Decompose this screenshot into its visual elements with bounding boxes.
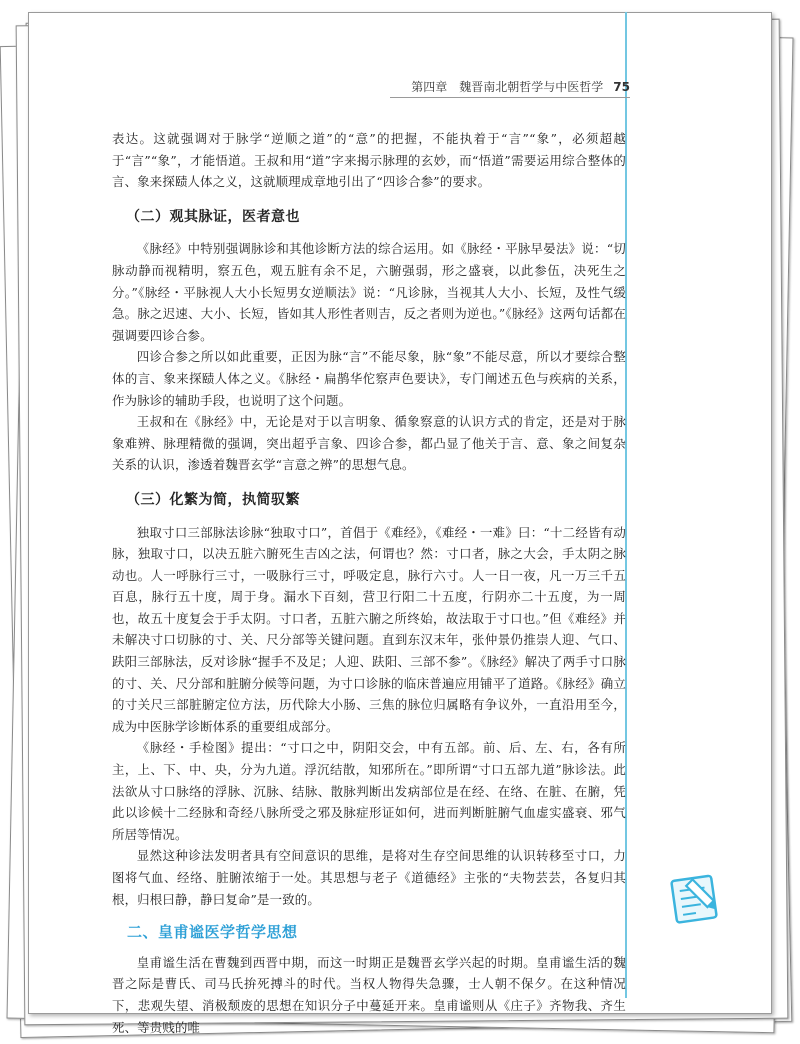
chapter-title: 第四章 魏晋南北朝哲学与中医哲学 (411, 80, 604, 94)
running-header (390, 78, 630, 95)
paragraph: 《脉经・手检图》提出：“寸口之中，阴阳交会，中有五部。前、后、左、右，各有所主，上、下、中、央，分为九道。浮沉结散，知邪所在。”即所谓“寸口五部九道”脉诊法。此法欲从寸口脉络的浮脉、沉脉、结脉、散脉判断出发病部位是在经、在络、在脏、在腑，凭此以诊候十二经脉和奇经八脉所受之邪及脉症形证如何，进而判断脏腑气血虚实盛衰、邪气所居等情况。 (112, 740, 626, 842)
paragraph: 《脉经》中特别强调脉诊和其他诊断方法的综合运用。如《脉经・平脉早晏法》说：“切脉动静而视精明，察五色，观五脏有余不足，六腑强弱，形之盛衰，以此参伍，决死生之分。”《脉经・平脉视人大小长短男女逆顺法》说：“凡诊脉，当视其人大小、长短，及性气缓急。脉之迟速、大小、长短，皆如其人形性者则吉，反之者则为逆也。”《脉经》这两句话都在强调要四诊合参。 (112, 241, 626, 343)
subsection-heading: （三）化繁为简，执简驭繁 (126, 491, 300, 508)
paragraph: 独取寸口三部脉法诊脉“独取寸口”，首倡于《难经》，《难经・一难》曰：“十二经皆有动脉，独取寸口，以决五脏六腑死生吉凶之法，何谓也？然：寸口者，脉之大会，手太阴之脉动也。人一呼脉行三寸，一吸脉行三寸，呼吸定息，脉行六寸。人一日一夜，凡一万三千五百息，脉行五十度，周于身。漏水下百刻，营卫行阳二十五度，行阴亦二十五度，为一周也，故五十度复会于手太阴。寸口者，五脏六腑之所终始，故法取于寸口也。”但《难经》并未解决寸口切脉的寸、关、尺分部等关键问题。直到东汉末年，张仲景仍推崇人迎、气口、趺阳三部脉法，反对诊脉“握手不及足；人迎、趺阳、三部不参”。《脉经》解决了两手寸口脉的寸、关、尺分部和脏腑分候等问题，为寸口诊脉的临床普遍应用铺平了道路。《脉经》确立的寸关尺三部脏腑定位方法，历代除大小肠、三焦的脉位归属略有争议外，一直沿用至今，成为中医脉学诊断体系的重要组成部分。 (112, 524, 626, 734)
page-number: 75 (613, 80, 630, 94)
paragraph: 四诊合参之所以如此重要，正因为脉“言”不能尽象，脉“象”不能尽意，所以才要综合整体的言、象来探赜人体之义。《脉经・扁鹊华佗察声色要诀》，专门阐述五色与疾病的关系，作为脉诊的辅助手段，也说明了这个问题。 (112, 349, 626, 408)
paragraph: 皇甫谧生活在曹魏到西晋中期，而这一时期正是魏晋玄学兴起的时期。皇甫谧生活的魏晋之际是曹氏、司马氏拚死搏斗的时代。当权人物得失急骤，士人朝不保夕。在这种情况下，悲观失望、消极颓废的思想在知识分子中蔓延开来。皇甫谧则从《庄子》齐物我、齐生死、等贵贱的唯 (112, 954, 626, 1035)
paragraph: 王叔和在《脉经》中，无论是对于以言明象、循象察意的认识方式的肯定，还是对于脉象难辨、脉理精微的强调，突出超乎言象、四诊合参，都凸显了他关于言、意、象之间复杂关系的认识，渗透着魏晋玄学“言意之辨”的思想气息。 (112, 414, 626, 473)
section-heading: 二、皇甫谧医学哲学思想 (127, 923, 298, 942)
header-rule (390, 97, 630, 98)
paragraph: 表达。这就强调对于脉学“逆顺之道”的“意”的把握，不能执着于“言”“象”，必须超越于“言”“象”，才能悟道。王叔和用“道”字来揭示脉理的玄妙，而“悟道”需要运用综合整体的言、象来探赜人体之义，这就顺理成章地引出了“四诊合参”的要求。 (112, 131, 626, 190)
subsection-heading: （二）观其脉证，医者意也 (126, 208, 300, 225)
notebook-pencil-icon (666, 870, 724, 928)
paragraph: 显然这种诊法发明者具有空间意识的思维，是将对生存空间思维的认识转移至寸口，力图将气血、经络、脏腑浓缩于一处。其思想与老子《道德经》主张的“夫物芸芸，各复归其根，归根曰静，静曰复命”是一致的。 (112, 848, 626, 907)
page-body (112, 128, 626, 1038)
